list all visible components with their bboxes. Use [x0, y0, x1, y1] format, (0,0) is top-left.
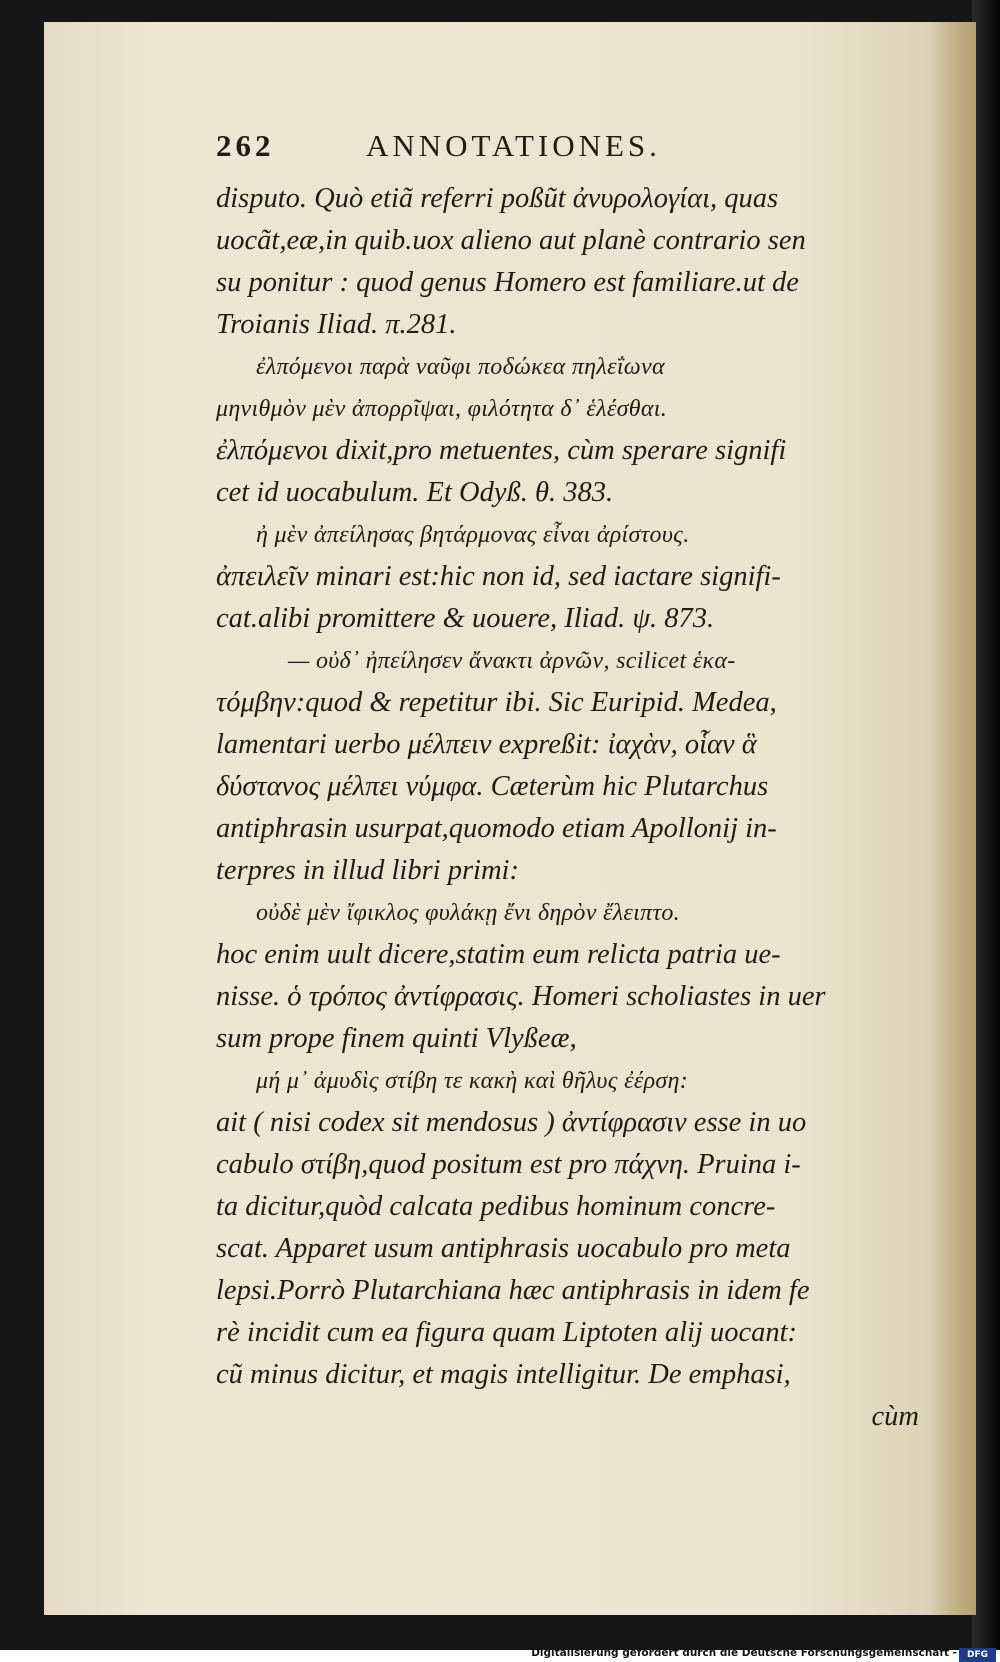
book-spine	[972, 0, 1000, 1650]
dfg-logo-icon: DFG	[959, 1648, 996, 1662]
text-lines	[216, 178, 931, 1438]
text-line: cet id uocabulum. Et Odyß. θ. 383.	[216, 477, 614, 508]
text-line: antiphrasin usurpat,quomodo etiam Apollonij in-	[216, 813, 777, 844]
text-line: ait ( nisi codex sit mendosus ) ἀντίφρασιν esse in uo	[216, 1107, 807, 1138]
catchword: cùm	[871, 1401, 919, 1432]
text-line: lamentari uerbo μέλπειν expreßit: ἰαχὰν, οἷαν ἃ	[216, 729, 757, 760]
text-line: ἐλπόμενοι dixit,pro metuentes, cùm sperare signifi	[216, 435, 787, 466]
greek-quotation-line: — οὐδ᾽ ἠπείλησεν ἄνακτι ἀρνῶν, scilicet ἑκα-	[288, 648, 736, 674]
running-head-title: ANNOTATIONES.	[366, 128, 661, 163]
page-number: 262	[216, 128, 275, 163]
greek-quotation-line: οὐδὲ μὲν ἴφικλος φυλάκῃ ἔνι δηρὸν ἔλειπτο.	[256, 900, 680, 926]
text-line: τόμβην:quod & repetitur ibi. Sic Euripid. Medea,	[216, 687, 777, 718]
text-line: cabulo στίβη,quod positum est pro πάχνη. Pruina i-	[216, 1149, 801, 1180]
greek-quotation-line: ἠ μὲν ἀπείλησας βητάρμονας εἶναι ἀρίστους.	[256, 522, 690, 548]
running-head	[216, 128, 931, 178]
text-line: nisse. ὁ τρόπος ἀντίφρασις. Homeri scholiastes in uer	[216, 981, 826, 1012]
text-line: ta dicitur,quòd calcata pedibus hominum concre-	[216, 1191, 776, 1222]
greek-quotation-line: μηνιθμὸν μὲν ἀπορρῖψαι, φιλότητα δ᾽ ἑλέσθαι.	[216, 396, 667, 422]
text-line: cũ minus dicitur, et magis intelligitur. De emphasi,	[216, 1359, 791, 1390]
text-line: uocãt,eæ,in quib.uox alieno aut planè contrario sen	[216, 225, 806, 256]
greek-quotation-line: ἐλπόμενοι παρὰ ναῦφι ποδώκεα πηλεΐωνα	[256, 354, 665, 380]
text-line: su ponitur : quod genus Homero est familiare.ut de	[216, 267, 799, 298]
funding-credit: Digitalisierung gefördert durch die Deutsche Forschungsgemeinschaft -	[531, 1647, 957, 1659]
text-line: ἀπειλεῖν minari est:hic non id, sed iactare signifi-	[216, 561, 781, 592]
text-line: lepsi.Porrò Plutarchiana hæc antiphrasis in idem fe	[216, 1275, 810, 1306]
text-line: cat.alibi promittere & uouere, Iliad. ψ. 873.	[216, 603, 715, 634]
text-line: rè incidit cum ea figura quam Liptoten alij uocant:	[216, 1317, 798, 1348]
text-line: Troianis Iliad. π.281.	[216, 309, 457, 340]
text-line: sum prope finem quinti Vlyßeæ,	[216, 1023, 577, 1054]
footer-bar	[0, 1647, 1000, 1662]
greek-quotation-line: μή μ᾽ ἀμυδὶς στίβη τε κακὴ καὶ θῆλυς ἐέρση:	[256, 1068, 689, 1094]
text-line: terpres in illud libri primi:	[216, 855, 519, 886]
text-line: scat. Apparet usum antiphrasis uocabulo pro meta	[216, 1233, 791, 1264]
text-line: δύστανος μέλπει νύμφα. Cæterùm hic Plutarchus	[216, 771, 769, 802]
page-edge-shadow	[930, 22, 976, 1615]
text-line: hoc enim uult dicere,statim eum relicta patria ue-	[216, 939, 781, 970]
text-block	[216, 128, 931, 1438]
text-line: disputo. Quò etiã referri poßũt ἀνυρολογίαι, quas	[216, 183, 779, 214]
